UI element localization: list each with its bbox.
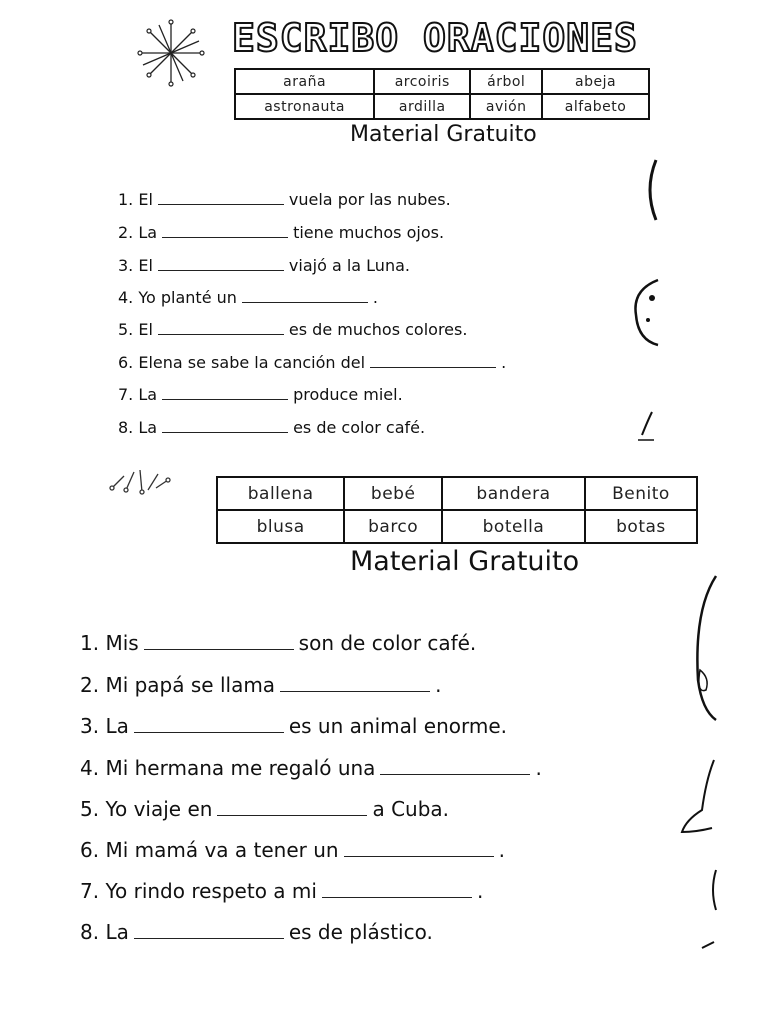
blank-line [322, 895, 472, 898]
word-cell: alfabeto [542, 94, 649, 119]
word-cell: blusa [217, 510, 344, 543]
word-cell: barco [344, 510, 442, 543]
blank-line [144, 647, 294, 650]
sentence-prefix: 1. Mis [80, 631, 139, 655]
blank-line [162, 397, 288, 400]
sentence-prefix: 5. El [118, 320, 153, 339]
sentence-suffix: . [501, 353, 507, 372]
blank-line [162, 430, 288, 433]
sentence-3 [118, 256, 410, 275]
sentence-2 [80, 673, 441, 697]
word-bank-table-1 [234, 68, 650, 120]
sentence-8 [80, 920, 433, 944]
sentence-6 [118, 353, 506, 372]
sparkle-fragment-icon [108, 466, 174, 496]
page-title: ESCRIBO ORACIONES [232, 16, 638, 60]
sentence-suffix: . [372, 288, 378, 307]
word-cell: araña [235, 69, 374, 94]
sentence-6 [80, 838, 505, 862]
blank-line [344, 854, 494, 857]
blank-line [158, 268, 284, 271]
sparkle-icon [136, 18, 206, 88]
sentence-suffix: viajó a la Luna. [288, 256, 410, 275]
sentence-7 [118, 385, 403, 404]
sentence-prefix: 7. Yo rindo respeto a mi [80, 879, 317, 903]
blank-line [134, 730, 284, 733]
sentence-prefix: 6. Mi mamá va a tener un [80, 838, 339, 862]
blank-line [158, 332, 284, 335]
blank-line [280, 689, 430, 692]
sentence-7 [80, 879, 483, 903]
sentence-prefix: 5. Yo viaje en [80, 797, 213, 821]
section-subtitle: Material Gratuito [350, 546, 580, 577]
sentence-prefix: 8. La [118, 418, 158, 437]
illustration-partial [628, 150, 668, 450]
sentence-suffix: tiene muchos ojos. [293, 223, 445, 242]
sentence-5 [118, 320, 467, 339]
sentence-prefix: 1. El [118, 190, 153, 209]
blank-line [380, 772, 530, 775]
blank-line [217, 813, 367, 816]
sentence-suffix: . [476, 879, 484, 903]
section-subtitle: Material Gratuito [350, 122, 537, 147]
table-row [235, 94, 649, 119]
blank-line [162, 235, 288, 238]
sentence-suffix: vuela por las nubes. [288, 190, 451, 209]
sentence-prefix: 3. La [80, 714, 129, 738]
sentence-suffix: . [535, 756, 542, 780]
word-cell: Benito [585, 477, 697, 510]
word-cell: ballena [217, 477, 344, 510]
sentence-2 [118, 223, 444, 242]
blank-line [158, 202, 284, 205]
sentence-prefix: 8. La [80, 920, 129, 944]
sentence-3 [80, 714, 507, 738]
sentence-1 [80, 631, 476, 655]
word-cell: bebé [344, 477, 442, 510]
word-cell: ardilla [374, 94, 470, 119]
blank-line [370, 365, 496, 368]
sentence-suffix: es un animal enorme. [288, 714, 508, 738]
sentence-suffix: . [498, 838, 505, 862]
word-cell: avión [470, 94, 542, 119]
word-cell: astronauta [235, 94, 374, 119]
table-row [217, 477, 697, 510]
sentence-suffix: es de color café. [293, 418, 426, 437]
sentence-suffix: es de plástico. [288, 920, 433, 944]
sentence-suffix: produce miel. [293, 385, 403, 404]
table-row [217, 510, 697, 543]
word-cell: botella [442, 510, 585, 543]
table-row [235, 69, 649, 94]
sentence-4 [80, 756, 542, 780]
word-cell: abeja [542, 69, 649, 94]
sentence-suffix: . [435, 673, 442, 697]
sentence-prefix: 4. Mi hermana me regaló una [80, 756, 376, 780]
word-cell: arcoiris [374, 69, 470, 94]
word-cell: botas [585, 510, 697, 543]
sentence-1 [118, 190, 451, 209]
blank-line [134, 936, 284, 939]
sentence-prefix: 4. Yo planté un [118, 288, 237, 307]
word-bank-table-2 [216, 476, 698, 544]
sentence-8 [118, 418, 425, 437]
illustration-partial [676, 570, 720, 960]
sentence-prefix: 6. Elena se sabe la canción del [118, 353, 366, 372]
sentence-5 [80, 797, 449, 821]
word-cell: bandera [442, 477, 585, 510]
sentence-prefix: 2. Mi papá se llama [80, 673, 276, 697]
sentence-prefix: 3. El [118, 256, 153, 275]
sentence-suffix: es de muchos colores. [288, 320, 468, 339]
sentence-suffix: son de color café. [298, 631, 477, 655]
blank-line [242, 300, 368, 303]
word-cell: árbol [470, 69, 542, 94]
sentence-4 [118, 288, 378, 307]
sentence-suffix: a Cuba. [372, 797, 450, 821]
sentence-prefix: 7. La [118, 385, 158, 404]
sentence-prefix: 2. La [118, 223, 158, 242]
